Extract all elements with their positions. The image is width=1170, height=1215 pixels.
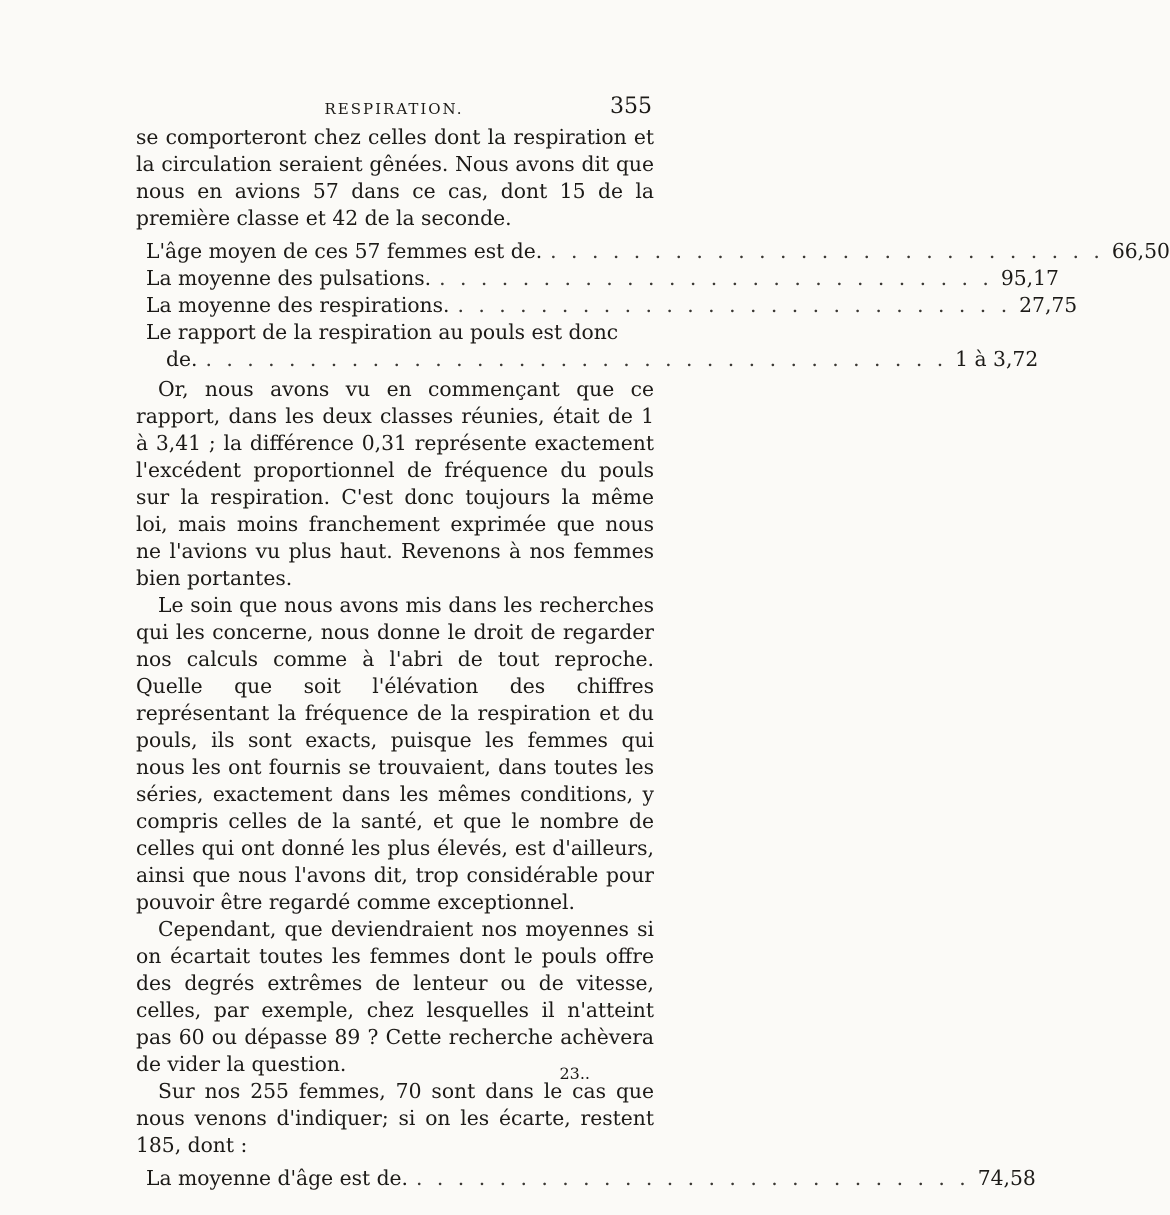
stat-value: 95,17 [1000,266,1059,290]
page-number: 355 [610,94,652,119]
stat-row-ratio-line1 [136,319,654,346]
stat-row-age-2 [136,1165,1036,1192]
stat-row-age [136,238,1170,265]
stat-label: de. [166,347,198,371]
stat-label: La moyenne des respirations. [146,293,450,317]
stats-list-1 [136,238,1170,373]
stat-value: 1 à 3,72 [955,347,1039,371]
stat-row-ratio-line2 [136,346,1039,373]
paragraph-2: Or, nous avons vu en commençant que ce rapport, dans les deux classes réunies, était de 1 à 3,41 ; la différence 0,31 représente exactement l'excédent proportionnel de fréquence du pouls sur la respiration. C'est donc toujours la même loi, mais moins franchement exprimée que nous ne l'avions vu plus haut. Revenons à nos femmes bien portantes. [136,377,654,590]
stat-label: La moyenne des pulsations. [146,266,432,290]
stat-value: 27,75 [1019,293,1078,317]
dot-leader: . . . . . . . . . . . . . . . . . . . . . . . . . . . [416,1166,970,1190]
page-header [136,96,652,122]
stat-value: 66,50 [1111,239,1170,263]
paragraph-3: Le soin que nous avons mis dans les recherches qui les concerne, nous donne le droit de regarder nos calculs comme à l'abri de tout reproche. Quelle que soit l'élévation des chiffres représentant la fréquence de la respiration et du pouls, ils sont exacts, puisque les femmes qui nous les ont fournis se trouvaient, dans toutes les séries, exactement dans les mêmes conditions, y compris celles de la santé, et que le nombre de celles qui ont donné les plus élevés, est d'ailleurs, ainsi que nous l'avons dit, trop considérable pour pouvoir être regardé comme exceptionnel. [136,593,654,914]
stat-value: 74,58 [977,1166,1036,1190]
signature-mark: 23.. [559,1064,590,1083]
stats-list-2 [136,1165,1036,1192]
stat-label: Le rapport de la respiration au pouls est donc [146,320,619,344]
dot-leader: . . . . . . . . . . . . . . . . . . . . . . . . . . . [457,293,1012,317]
dot-leader: . . . . . . . . . . . . . . . . . . . . . . . . . . . [439,266,993,290]
paragraph-1: se comporteront chez celles dont la respiration et la circulation seraient gênées. Nous avons dit que nous en avions 57 dans ce cas, dont 15 de la première classe et 42 de la seconde. [136,125,654,230]
stat-row-pulsations [136,265,1059,292]
dot-leader: . . . . . . . . . . . . . . . . . . . . . . . . . . . [550,239,1104,263]
stat-label: La moyenne d'âge est de. [146,1166,409,1190]
stat-label: L'âge moyen de ces 57 femmes est de. [146,239,543,263]
stat-row-respirations [136,292,1078,319]
paragraph-4: Cependant, que deviendraient nos moyennes si on écartait toutes les femmes dont le pouls offre des degrés extrêmes de lenteur ou de vitesse, celles, par exemple, chez lesquelles il n'atteint pas 60 ou dépasse 89 ? Cette recherche achèvera de vider la question. [136,917,654,1076]
dot-leader: . . . . . . . . . . . . . . . . . . . . . . . . . . . . . . . . . . . . [205,347,948,371]
paragraph-5: Sur nos 255 femmes, 70 sont dans le cas que nous venons d'indiquer; si on les écarte, restent 185, dont : [136,1079,654,1157]
running-title: RESPIRATION. [324,100,464,118]
page-body [136,124,1170,1195]
